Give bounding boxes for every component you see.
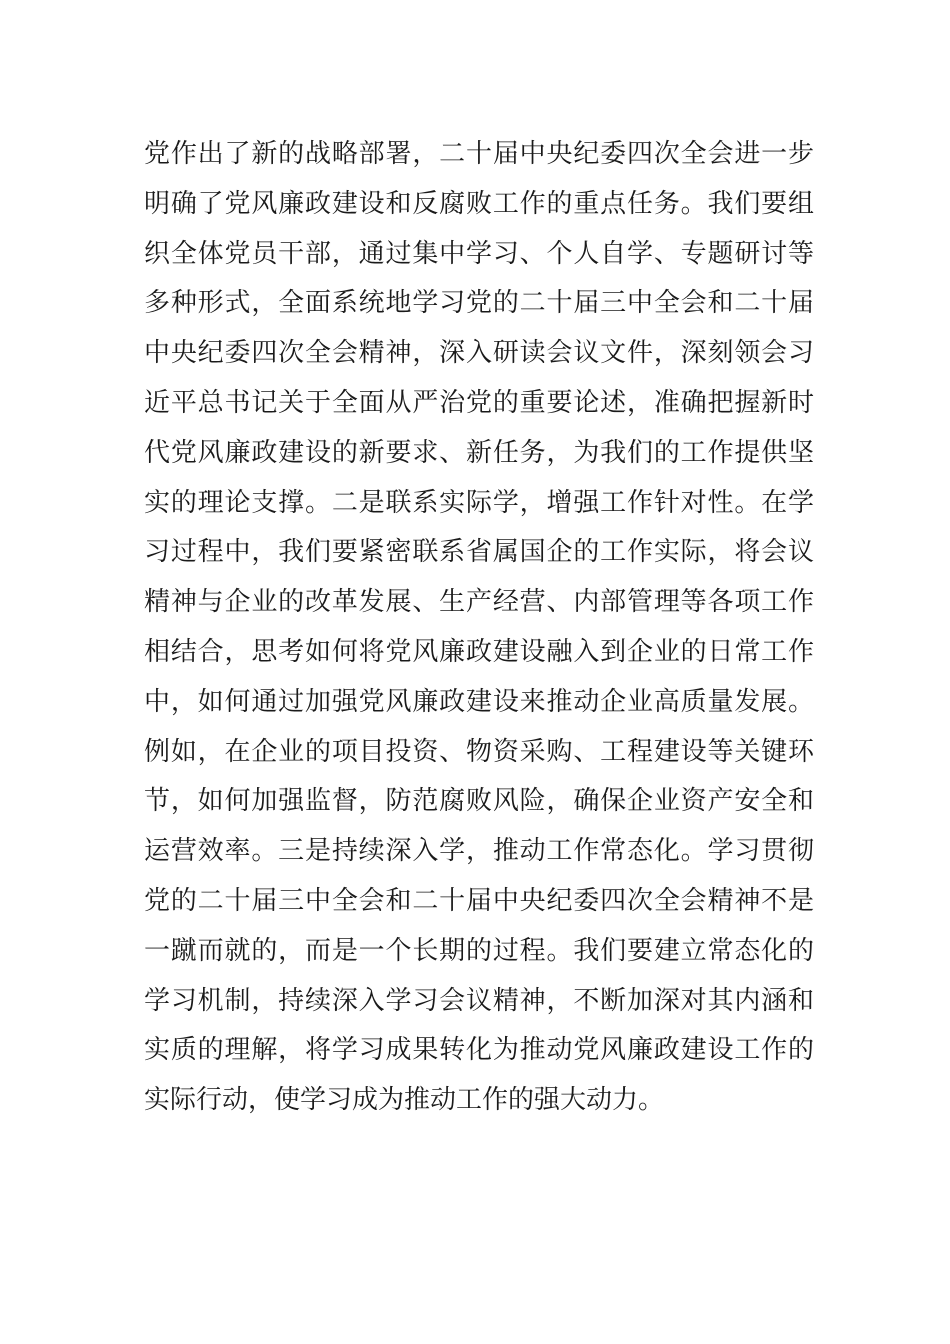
text-line: 中央纪委四次全会精神，深入研读会议文件，深刻领会习 (144, 338, 814, 369)
text-line: 织全体党员干部，通过集中学习、个人自学、专题研讨等 (144, 238, 814, 269)
text-line: 一蹴而就的，而是一个长期的过程。我们要建立常态化的 (144, 935, 814, 966)
text-line: 代党风廉政建设的新要求、新任务，为我们的工作提供坚 (144, 437, 814, 468)
body-paragraph (144, 130, 814, 1126)
text-line: 习过程中，我们要紧密联系省属国企的工作实际，将会议 (144, 537, 814, 568)
text-line: 精神与企业的改革发展、生产经营、内部管理等各项工作 (144, 587, 814, 618)
text-line: 实际行动，使学习成为推动工作的强大动力。 (144, 1085, 665, 1116)
text-line: 实的理论支撑。二是联系实际学，增强工作针对性。在学 (144, 487, 814, 518)
text-line: 运营效率。三是持续深入学，推动工作常态化。学习贯彻 (144, 836, 814, 867)
text-line: 相结合，思考如何将党风廉政建设融入到企业的日常工作 (144, 636, 814, 667)
text-line: 党作出了新的战略部署，二十届中央纪委四次全会进一步 (144, 139, 814, 169)
text-line: 明确了党风廉政建设和反腐败工作的重点任务。我们要组 (144, 188, 814, 219)
text-line: 多种形式，全面系统地学习党的二十届三中全会和二十届 (144, 288, 814, 319)
text-line: 例如，在企业的项目投资、物资采购、工程建设等关键环 (144, 736, 814, 767)
text-line: 学习机制，持续深入学习会议精神，不断加深对其内涵和 (144, 985, 814, 1016)
text-line: 近平总书记关于全面从严治党的重要论述，准确把握新时 (144, 387, 814, 418)
text-line: 实质的理解，将学习成果转化为推动党风廉政建设工作的 (144, 1035, 814, 1066)
text-line: 党的二十届三中全会和二十届中央纪委四次全会精神不是 (144, 885, 814, 916)
text-line: 节，如何加强监督，防范腐败风险，确保企业资产安全和 (144, 786, 814, 817)
text-line: 中，如何通过加强党风廉政建设来推动企业高质量发展。 (144, 686, 814, 717)
